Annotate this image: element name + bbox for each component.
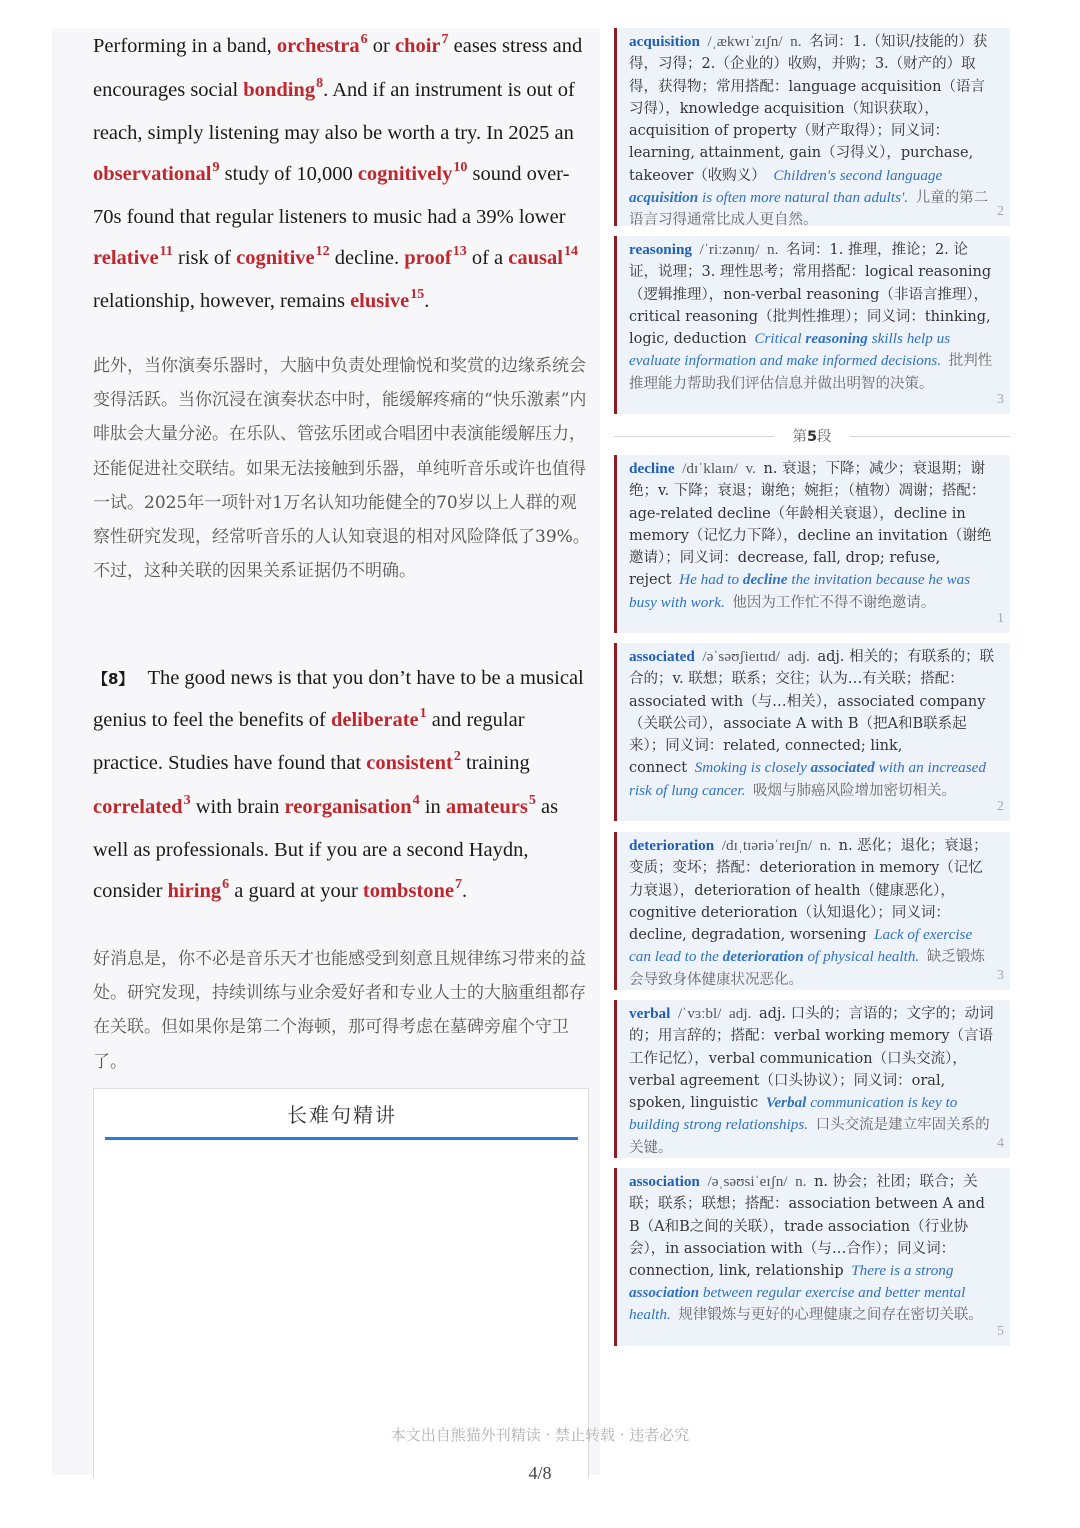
keyword: orchestra [276,35,360,57]
vocab-card-reasoning [614,236,1010,414]
vocab-word: verbal [629,1005,671,1022]
text-run: Performing in a band, [93,35,277,57]
keyword-number: 14 [563,243,578,259]
vocab-pos: v. [745,460,756,477]
divider-line-left [614,436,774,437]
vocab-card-association [614,1168,1010,1346]
section-label-prefix: 第 [792,429,807,445]
vocab-pos: n. [795,1173,807,1190]
vocab-word: deterioration [629,837,715,854]
keyword-number: 4 [412,792,420,808]
vocab-count: 3 [997,391,1004,407]
text-run: relationship, however, remains [93,290,351,312]
vocab-definition: n. 恶化；退化；衰退；变质；变坏；搭配：deterioration in memory（记忆力衰退），deterioration of health（健康恶化），cognitive deterioration（认知退化）；同义词：decline, degradation, worsening [629,838,988,944]
paragraph-8-chinese: 好消息是，你不必是音乐天才也能感受到刻意且规律练习带来的益处。研究发现，持续训练与业余爱好者和专业人士的大脑重组都存在关联。但如果你是第二个海顿，那可得考虑在墓碑旁雇个守卫了。 [93,949,586,1072]
vocab-count: 2 [997,203,1004,219]
vocab-definition: adj. 相关的；有联系的；联合的；v. 联想；联系；交往；认为…有关联；搭配：associated with（与…相关），associated company（关联公司），associate A with B（把A和B联系起来）；同义词：related, connected; link, connect [629,649,995,777]
paragraph-7-chinese: 此外，当你演奏乐器时，大脑中负责处理愉悦和奖赏的边缘系统会变得活跃。当你沉浸在演奏状态中时，能缓解疼痛的“快乐激素”内啡肽会大量分泌。在乐队、管弦乐团或合唱团中表演能缓解压力，还能促进社交联结。如果无法接触到乐器，单纯听音乐或许也值得一试。2025年一项针对1万名认知功能健全的70岁以上人群的观察性研究发现，经常听音乐的人认知衰退的相对风险降低了39%。不过，这种关联的因果关系证据仍不明确。 [93,356,590,582]
example-text: of physical health. [803,948,920,966]
vocab-card-verbal [614,1000,1010,1158]
vocab-word: acquisition [629,33,700,50]
vocab-pos: n. [819,837,832,854]
example-text: He had to [679,571,743,589]
text-run: study of 10,000 [219,162,358,185]
keyword: cognitively [357,162,453,185]
page-number: 4/8 [528,1463,552,1483]
vocab-pos: n. [767,241,779,258]
vocab-example-translation: 吸烟与肺癌风险增加密切相关。 [753,782,957,799]
text-run: and regular practice. Studies have found that [93,708,525,774]
keyword-number: 3 [183,792,191,808]
vocab-card-deterioration [614,832,1010,990]
example-text: Children's second language [773,166,943,184]
text-run: risk of [172,246,237,269]
section-label-number: 5 [806,429,818,445]
text-run: in [419,795,446,818]
example-text: is often more natural than adults'. [698,189,909,207]
vocab-phonetic: /əˈsəʊʃieɪtɪd/ [702,648,780,665]
text-run: of a [466,246,509,269]
section-divider [614,425,1010,447]
keyword: cognitive [236,246,315,269]
keyword-number: 11 [159,243,173,259]
example-keyword: associated [810,759,875,777]
vocab-count: 4 [997,1135,1004,1151]
text-run: sound over-70s found that regular listeners to music had a 39% lower [93,162,570,228]
example-keyword: decline [742,571,788,589]
vocab-count: 1 [997,610,1004,626]
text-run: . [462,879,468,902]
vocab-word: reasoning [629,241,693,258]
keyword-number: 5 [528,792,536,808]
example-text: with an increased risk of lung cancer. [629,759,987,799]
example-text: Lack of exercise can lead to the [629,926,973,966]
title-underline [105,1137,578,1140]
vocab-word: association [629,1173,700,1190]
vocab-phonetic: /dɪˈklaɪn/ [682,460,738,477]
keyword-number: 2 [453,749,461,764]
vocab-definition: 名词：1. 推理，推论；2. 论证，说理；3. 理性思考；常用搭配：logical reasoning（逻辑推理），non-verbal reasoning（非语言推理），critical reasoning（批判性推理）；同义词：thinking, logic, deduction [629,242,992,348]
vocab-phonetic: /ˈriːzənɪŋ/ [699,241,760,258]
vocab-phonetic: /ˌækwɪˈzɪʃn/ [707,33,783,50]
vocab-card-associated [614,643,1010,821]
paragraph-8-text [93,667,584,902]
keyword: consistent [366,752,453,774]
vocab-example-translation: 规律锻炼与更好的心理健康之间存在密切关联。 [678,1306,983,1323]
text-run: training [460,752,530,774]
keyword: hiring [167,879,222,902]
keyword-number: 12 [315,243,330,259]
example-text: between regular exercise and better mental health. [629,1284,966,1323]
vocab-card-acquisition [614,28,1010,229]
section-label [774,425,850,446]
vocab-phonetic: /ˈvɜːbl/ [677,1005,722,1022]
vocab-definition: 名词：1.（知识/技能的）获得，习得；2.（企业的）收购，并购；3.（财产的）取得，获得物；常用搭配：language acquisition（语言习得），knowledge acquisition（知识获取），acquisition of property（财产取得）；同义词：learning, attainment, gain（习得义），purchase, takeover（收购义） [629,34,988,184]
keyword: causal [508,246,563,269]
text-run: . And if an instrument is out of reach, simply listening may also be worth a try. In 2025 an [93,78,575,144]
vocab-card-decline [614,455,1010,633]
vocab-count: 5 [997,1323,1004,1339]
sentence-analysis-title: 长难句精讲 [287,1103,397,1127]
vocab-definition: n. 衰退；下降；减少；衰退期；谢绝；v. 下降；衰退；谢绝；婉拒；（植物）凋谢；搭配：age-related decline（年龄相关衰退），decline in memory（记忆力下降），decline an invitation（谢绝邀请）；同义词：decrease, fall, drop; refuse, reject [629,461,992,589]
vocab-definition: adj. 口头的；言语的；文字的；动词的；用言辞的；搭配：verbal working memory（言语工作记忆），verbal communication（口头交流），verbal agreement（口头协议）；同义词：oral, spoken, linguistic [629,1006,994,1112]
keyword: amateurs [445,795,528,818]
paragraph-7-english [93,26,593,325]
copyright-notice: 本文出自熊猫外刊精读 · 禁止转载 · 违者必究 [390,1426,690,1444]
keyword: deliberate [330,708,419,731]
keyword-number: 9 [212,159,220,175]
keyword-number: 6 [360,32,368,47]
example-keyword: Verbal [765,1094,807,1112]
keyword: observational [93,162,212,185]
vocab-example-translation: 他因为工作忙不得不谢绝邀请。 [732,594,936,611]
example-text: Smoking is closely [694,759,811,777]
keyword: correlated [93,795,183,818]
example-keyword: acquisition [629,189,699,207]
example-text: skills help us evaluate information and make informed decisions. [629,330,951,370]
paragraph-number: 【8】 [93,670,134,688]
keyword-number: 7 [455,876,463,892]
vocab-count: 2 [997,798,1004,814]
divider-line-right [850,436,1010,437]
text-run: The good news is that you don’t have to be a musical genius to feel the benefits of [93,667,584,731]
text-run: as well as professionals. But if you are a second Haydn, consider [93,795,559,902]
vocab-phonetic: /əˌsəʊsiˈeɪʃn/ [707,1173,788,1190]
keyword-number: 13 [452,243,467,259]
text-run: . [424,290,430,312]
keyword-number: 8 [316,75,324,91]
example-keyword: deterioration [722,948,804,966]
example-text: the invitation because he was busy with work. [629,571,971,611]
keyword-number: 6 [222,876,230,892]
vocab-example-translation: 缺乏锻炼会导致身体健康状况恶化。 [629,949,985,988]
keyword: relative [93,246,159,269]
example-text: There is a strong [851,1262,954,1280]
keyword: reorganisation [284,795,412,818]
keyword: elusive [350,290,410,312]
keyword-number: 7 [441,32,449,47]
text-run: with brain [190,795,285,818]
keyword-number: 1 [419,705,427,721]
vocab-pos: adj. [729,1005,752,1022]
sentence-analysis-box [93,1088,589,1478]
keyword: bonding [243,78,316,101]
keyword-number: 10 [453,159,468,175]
vocab-pos: adj. [787,648,810,665]
keyword-number: 15 [410,287,425,302]
text-run: decline. [329,246,405,269]
paragraph-8-english [93,658,593,914]
vocab-count: 3 [997,967,1004,983]
keyword: proof [404,246,452,269]
vocab-word: associated [629,648,695,665]
vocab-pos: n. [790,33,802,50]
keyword: choir [394,35,441,57]
section-label-suffix: 段 [817,429,832,445]
example-text: communication is key to building strong relationships. [629,1094,958,1134]
vocab-phonetic: /dɪˌtɪəriəˈreɪʃn/ [721,837,813,854]
text-run: or [367,35,395,57]
example-keyword: association [629,1284,700,1302]
vocab-definition: n. 协会；社团；联合；关联；联系；联想；搭配：association between A and B（A和B之间的关联），trade association（行业协会），in association with（与…合作）；同义词：connection, link, relationship [629,1174,985,1280]
vocab-word: decline [629,460,675,477]
vocab-example-translation: 口头交流是建立牢固关系的关键。 [629,1117,990,1156]
text-run: eases stress and encourages social [93,35,583,101]
example-text: Critical [754,330,806,348]
text-run: a guard at your [229,879,363,902]
vocab-example-translation: 儿童的第二语言习得通常比成人更自然。 [629,190,989,229]
example-keyword: reasoning [805,330,868,348]
vocab-example-translation: 批判性推理能力帮助我们评估信息并做出明智的决策。 [629,353,993,392]
keyword: tombstone [362,879,455,902]
